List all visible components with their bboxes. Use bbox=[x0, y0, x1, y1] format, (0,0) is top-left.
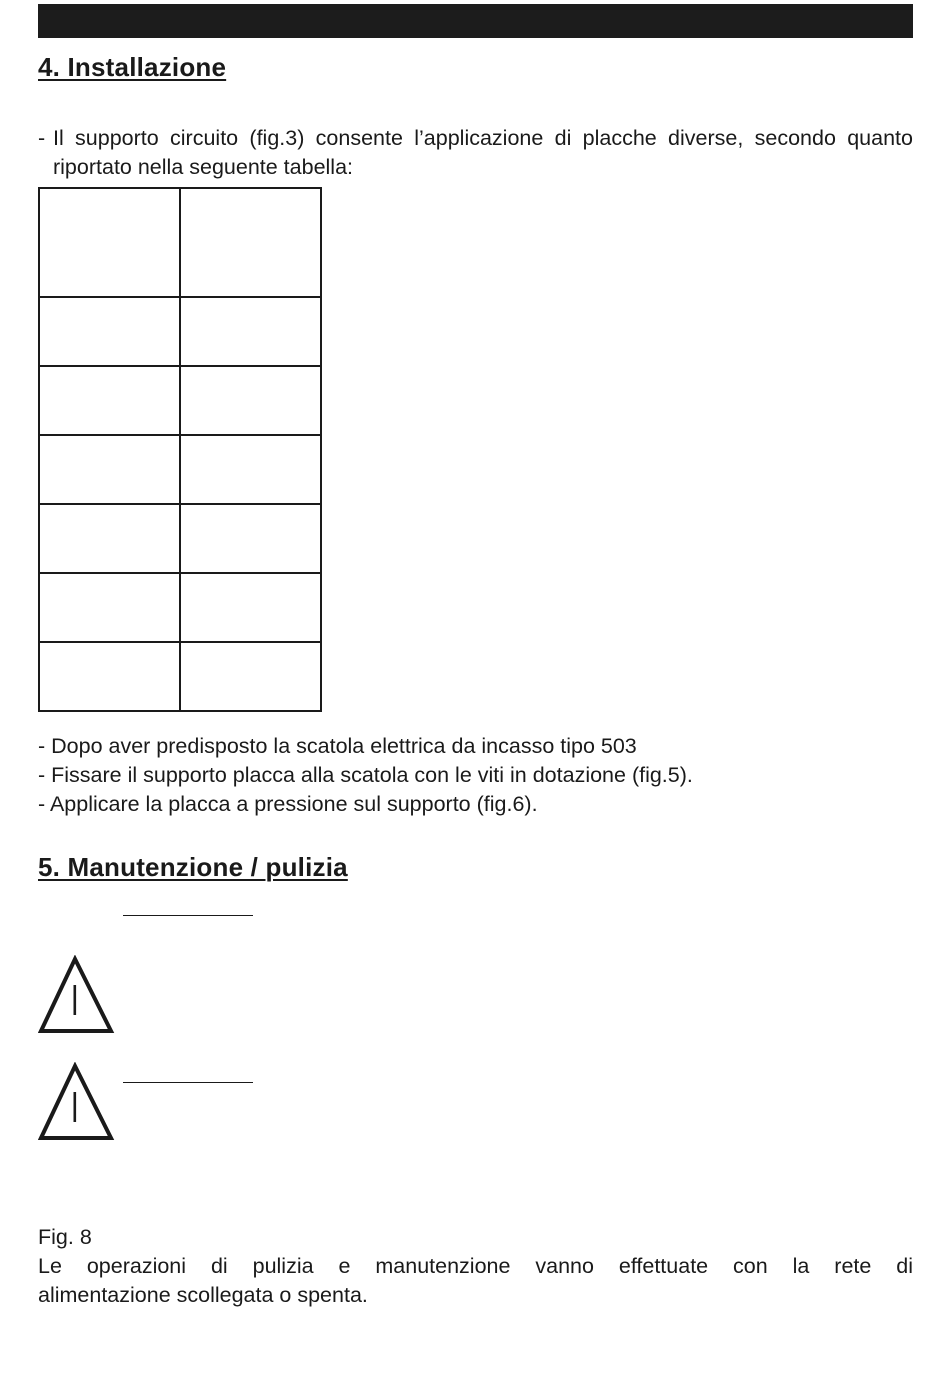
table-row bbox=[39, 435, 321, 504]
blank-rule bbox=[123, 915, 253, 916]
table-row bbox=[39, 188, 321, 297]
table-cell bbox=[180, 297, 321, 366]
table-cell bbox=[39, 504, 180, 573]
table-cell bbox=[180, 642, 321, 711]
section-4-title: 4. Installazione bbox=[38, 52, 227, 82]
installation-steps bbox=[38, 732, 913, 819]
table-cell bbox=[39, 435, 180, 504]
table-cell bbox=[39, 188, 180, 297]
table-cell bbox=[39, 573, 180, 642]
intro-text: Il supporto circuito (fig.3) consente l’applicazione di placche diverse, secondo quanto riportato nella seguente tabella: bbox=[53, 126, 913, 179]
intro-dash: - bbox=[38, 126, 46, 150]
table-cell bbox=[180, 366, 321, 435]
table-cell bbox=[180, 435, 321, 504]
closing-paragraph bbox=[38, 1223, 913, 1310]
closing-line-1: Le operazioni di pulizia e manutenzione vanno effettuate con la rete di bbox=[38, 1254, 913, 1278]
table-cell bbox=[39, 642, 180, 711]
warning-triangle-icon bbox=[38, 1062, 116, 1144]
table-row bbox=[39, 642, 321, 711]
table-cell bbox=[39, 366, 180, 435]
table-cell bbox=[180, 188, 321, 297]
blank-rule bbox=[123, 1082, 253, 1083]
section-5-title: 5. Manutenzione / pulizia bbox=[38, 852, 348, 882]
table-cell bbox=[180, 504, 321, 573]
header-bar bbox=[38, 4, 913, 38]
step-1: - Dopo aver predisposto la scatola elettrica da incasso tipo 503 bbox=[38, 734, 637, 758]
fig-8-label: Fig. 8 bbox=[38, 1225, 92, 1249]
intro-paragraph bbox=[38, 124, 913, 182]
table-row bbox=[39, 366, 321, 435]
step-2: - Fissare il supporto placca alla scatola con le viti in dotazione (fig.5). bbox=[38, 763, 693, 787]
table-row bbox=[39, 573, 321, 642]
closing-line-2: alimentazione scollegata o spenta. bbox=[38, 1283, 368, 1307]
step-3: - Applicare la placca a pressione sul supporto (fig.6). bbox=[38, 792, 538, 816]
table-row bbox=[39, 504, 321, 573]
warning-triangle-icon bbox=[38, 955, 116, 1037]
plate-table bbox=[38, 187, 322, 712]
table-cell bbox=[180, 573, 321, 642]
table-cell bbox=[39, 297, 180, 366]
table-row bbox=[39, 297, 321, 366]
